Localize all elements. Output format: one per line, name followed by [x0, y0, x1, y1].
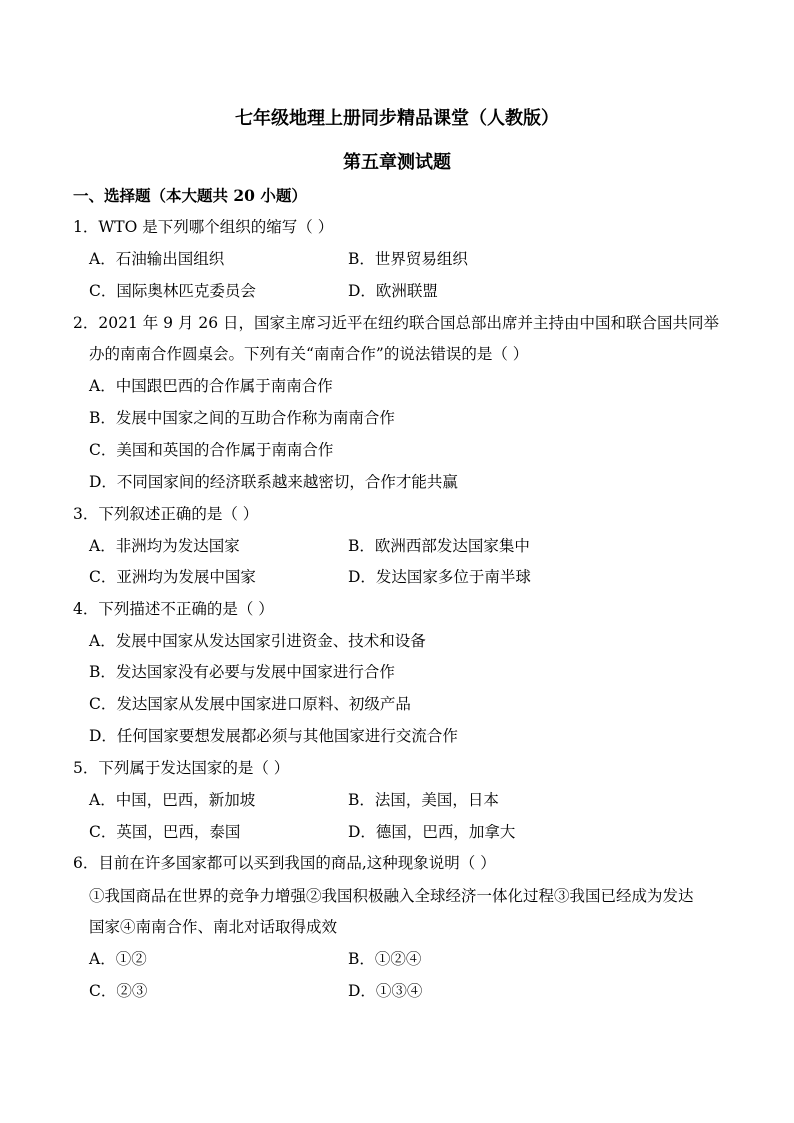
- question-4-option-d: D．任何国家要想发展都必须与其他国家进行交流合作: [89, 727, 458, 745]
- question-6-stem: 6．目前在许多国家都可以买到我国的商品,这种现象说明（ ）: [73, 854, 496, 872]
- question-6-option-a: A．①②: [89, 950, 147, 968]
- question-2-stem: 2．2021 年 9 月 26 日，国家主席习近平在纽约联合国总部出席并主持由中国和联合国共同举: [73, 314, 720, 332]
- question-3-option-d: D．发达国家多位于南半球: [348, 568, 531, 586]
- question-4-stem: 4．下列描述不正确的是（ ）: [73, 600, 274, 618]
- question-1-option-a: A．石油输出国组织: [89, 250, 225, 268]
- question-6-option-c: C．②③: [89, 982, 148, 1000]
- question-2-stem-continued: 办的南南合作圆桌会。下列有关“南南合作”的说法错误的是（ ）: [89, 345, 529, 363]
- question-6-option-b: B．①②④: [348, 950, 422, 968]
- question-2-option-a: A．中国跟巴西的合作属于南南合作: [89, 377, 333, 395]
- question-6-statements-continued: 国家④南南合作、南北对话取得成效: [89, 918, 338, 936]
- question-2-option-d: D．不同国家间的经济联系越来越密切，合作才能共赢: [89, 473, 458, 491]
- question-1-option-b: B．世界贸易组织: [348, 250, 468, 268]
- question-3-option-c: C．亚洲均为发展中国家: [89, 568, 256, 586]
- question-3-option-a: A．非洲均为发达国家: [89, 537, 240, 555]
- question-3-stem: 3．下列叙述正确的是（ ）: [73, 505, 259, 523]
- document-title: 七年级地理上册同步精品课堂（人教版）: [235, 108, 559, 129]
- question-4-option-a: A．发展中国家从发达国家引进资金、技术和设备: [89, 632, 426, 650]
- question-5-option-d: D．德国，巴西，加拿大: [348, 823, 516, 841]
- question-3-option-b: B．欧洲西部发达国家集中: [348, 537, 530, 555]
- question-6-option-d: D．①③④: [348, 982, 423, 1000]
- question-6-statements: ①我国商品在世界的竞争力增强②我国积极融入全球经济一体化过程③我国已经成为发达: [89, 887, 694, 905]
- question-5-stem: 5．下列属于发达国家的是（ ）: [73, 759, 290, 777]
- section-heading: 一、选择题（本大题共 20 小题）: [73, 186, 307, 205]
- question-4-option-c: C．发达国家从发展中国家进口原料、初级产品: [89, 695, 411, 713]
- document-subtitle: 第五章测试题: [343, 152, 451, 173]
- question-5-option-b: B．法国，美国，日本: [348, 791, 499, 809]
- question-4-option-b: B．发达国家没有必要与发展中国家进行合作: [89, 663, 395, 681]
- question-1-option-d: D．欧洲联盟: [348, 282, 438, 300]
- question-2-option-b: B．发展中国家之间的互助合作称为南南合作: [89, 409, 395, 427]
- question-1-stem: 1．WTO 是下列哪个组织的缩写（ ）: [73, 218, 334, 236]
- question-5-option-a: A．中国，巴西，新加坡: [89, 791, 256, 809]
- question-5-option-c: C．英国，巴西，泰国: [89, 823, 241, 841]
- question-1-option-c: C．国际奥林匹克委员会: [89, 282, 256, 300]
- question-2-option-c: C．美国和英国的合作属于南南合作: [89, 441, 334, 459]
